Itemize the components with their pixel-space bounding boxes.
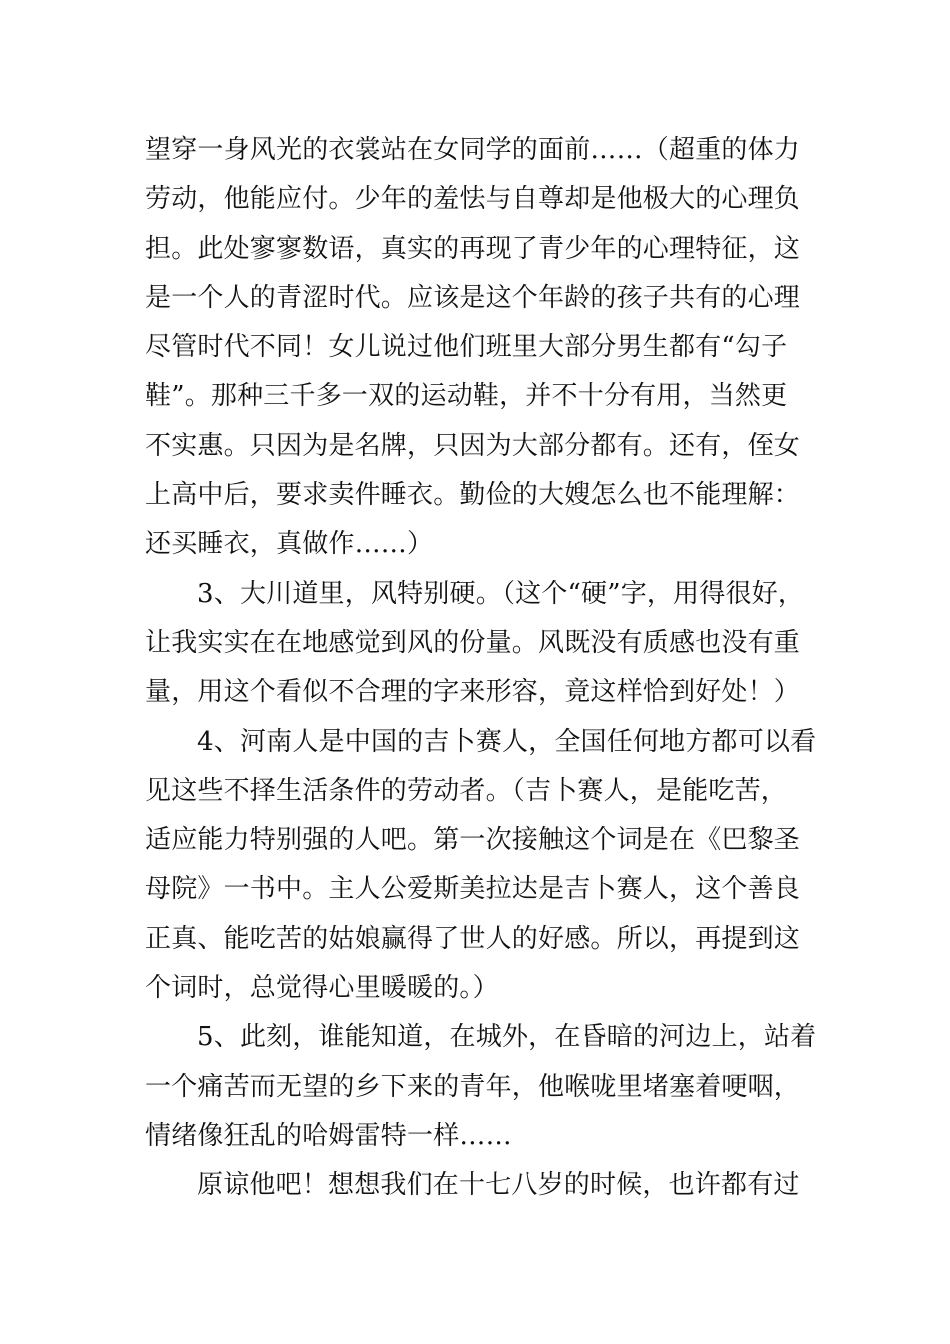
document-body [145, 126, 835, 1211]
text-line: 担。此处寥寥数语，真实的再现了青少年的心理特征，这 [145, 233, 801, 264]
text-line: 让我实实在在地感觉到风的份量。风既没有质感也没有重 [145, 627, 801, 658]
text-line: 个词时，总觉得心里暖暖的。） [145, 973, 499, 1004]
text-line: 不实惠。只因为是名牌，只因为大部分都有。还有，侄女 [145, 430, 801, 461]
text-line: 还买睡衣，真做作……） [145, 529, 434, 560]
paragraph-start-line: 5、此刻，谁能知道，在城外，在昏暗的河边上，站着 [197, 1022, 817, 1053]
text-line: 一个痛苦而无望的乡下来的青年，他喉咙里堵塞着哽咽， [145, 1071, 801, 1102]
paragraph-start-line: 原谅他吧！想想我们在十七八岁的时候，也许都有过 [197, 1170, 800, 1201]
text-line: 量，用这个看似不合理的字来形容，竟这样恰到好处！） [145, 677, 801, 708]
text-line: 正真、能吃苦的姑娘赢得了世人的好感。所以，再提到这 [145, 923, 801, 954]
text-line: 母院》一书中。主人公爱斯美拉达是吉卜赛人，这个善良 [145, 874, 801, 905]
text-line: 鞋”。那种三千多一双的运动鞋，并不十分有用，当然更 [145, 381, 788, 412]
text-line: 见这些不择生活条件的劳动者。（吉卜赛人，是能吃苦， [145, 775, 788, 806]
paragraph-start-line: 4、河南人是中国的吉卜赛人，全国任何地方都可以看 [197, 726, 817, 757]
text-line: 是一个人的青涩时代。应该是这个年龄的孩子共有的心理 [145, 282, 801, 313]
text-line: 望穿一身风光的衣裳站在女同学的面前……（超重的体力 [145, 135, 801, 165]
text-line: 情绪像狂乱的哈姆雷特一样…… [145, 1120, 512, 1151]
text-line: 尽管时代不同！女儿说过他们班里大部分男生都有“勾子 [145, 332, 788, 363]
text-line: 适应能力特别强的人吧。第一次接触这个词是在《巴黎圣 [145, 825, 801, 856]
text-line: 上高中后，要求卖件睡衣。勤俭的大嫂怎么也不能理解： [145, 480, 801, 511]
paragraph-start-line: 3、大川道里，风特别硬。（这个“硬”字，用得很好， [197, 578, 805, 609]
text-line: 劳动，他能应付。少年的羞怯与自尊却是他极大的心理负 [145, 184, 801, 215]
